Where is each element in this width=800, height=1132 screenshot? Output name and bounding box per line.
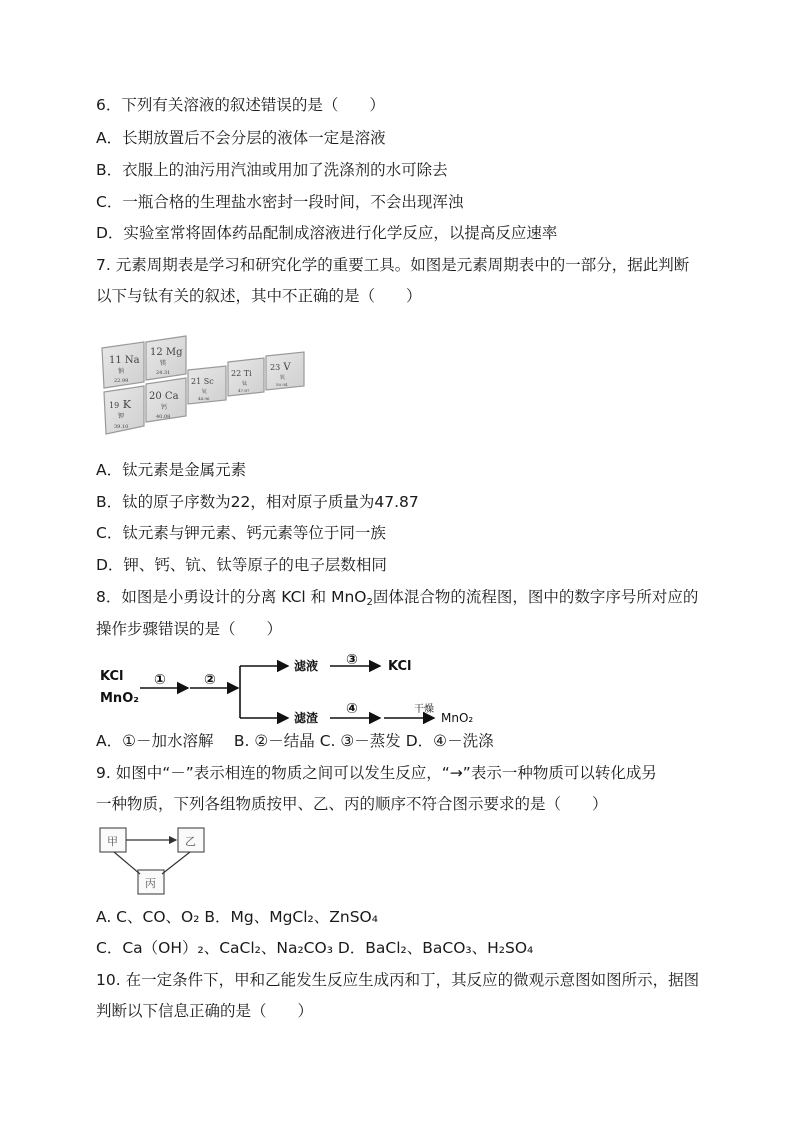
flow-output-kcl: KCl [388, 659, 412, 674]
node-bing: 丙 [145, 877, 156, 890]
q9-stem-line1: 9. 如图中“－”表示相连的物质之间可以发生反应，“→”表示一种物质可以转化成另 [96, 764, 657, 782]
flow-filtrate-label: 滤液 [294, 659, 319, 673]
reaction-triangle-diagram [96, 820, 206, 900]
q10-stem-line1: 10. 在一定条件下，甲和乙能发生反应生成丙和丁，其反应的微观示意图如图所示，据图 [96, 971, 700, 989]
svg-text:44.96: 44.96 [198, 396, 210, 401]
q8-options: A．①－加水溶解 B. ②－结晶 C. ③－蒸发 D．④－洗涤 [96, 732, 494, 750]
flow-output-mno2: MnO₂ [441, 711, 474, 724]
svg-text:40.08: 40.08 [156, 414, 171, 420]
flow-dry-label: 干燥 [414, 704, 434, 715]
q7-stem-line2: 以下与钛有关的叙述，其中不正确的是（ ） [96, 287, 422, 305]
svg-text:20 Ca: 20 Ca [149, 391, 179, 402]
svg-text:12 Mg: 12 Mg [150, 347, 183, 358]
q10-stem-line2: 判断以下信息正确的是（ ） [96, 1002, 314, 1020]
node-jia: 甲 [107, 835, 118, 848]
svg-text:39.10: 39.10 [114, 424, 129, 430]
svg-text:11 Na: 11 Na [109, 355, 140, 366]
svg-text:21 Sc: 21 Sc [191, 377, 214, 386]
svg-text:22.99: 22.99 [114, 378, 129, 384]
q7-option-a: A．钛元素是金属元素 [96, 461, 247, 479]
q7-option-b: B．钛的原子序数为22，相对原子质量为47.87 [96, 493, 419, 511]
q8-stem-line2: 操作步骤错误的是（ ） [96, 620, 283, 638]
periodic-table-figure [98, 330, 330, 440]
svg-text:19 K: 19 K [109, 398, 131, 411]
flow-step-2: ② [204, 672, 216, 688]
svg-text:钙: 钙 [161, 404, 168, 411]
node-yi: 乙 [185, 835, 196, 848]
svg-text:钒: 钒 [280, 375, 286, 381]
svg-text:钛: 钛 [242, 381, 248, 387]
q6-option-c: C．一瓶合格的生理盐水密封一段时间，不会出现浑浊 [96, 193, 464, 211]
flow-residue-label: 滤渣 [294, 711, 319, 724]
svg-text:24.31: 24.31 [156, 370, 171, 376]
flow-kcl-label: KCl [100, 669, 124, 684]
q9-stem-line2: 一种物质，下列各组物质按甲、乙、丙的顺序不符合图示要求的是（ ） [96, 795, 608, 813]
q8-stem-line1: 8．如图是小勇设计的分离 KCl 和 MnO$_2$固体混合物的流程图，图中的数字序号所对应的 [96, 588, 699, 608]
q6-stem: 6．下列有关溶液的叙述错误的是（ ） [96, 96, 385, 114]
svg-text:钠: 钠 [118, 368, 125, 375]
svg-text:23 V: 23 V [270, 362, 291, 373]
flow-step-1: ① [154, 672, 166, 688]
q6-option-b: B．衣服上的油污用汽油或用加了洗涤剂的水可除去 [96, 161, 448, 179]
svg-text:镁: 镁 [160, 360, 167, 367]
svg-text:钾: 钾 [118, 413, 125, 420]
svg-text:50.94: 50.94 [276, 382, 288, 387]
q9-options-ab: A. C、CO、O₂ B．Mg、MgCl₂、ZnSO₄ [96, 908, 378, 926]
flow-step-3: ③ [346, 652, 358, 668]
flow-mno2-label: MnO₂ [100, 691, 139, 706]
q7-stem-line1: 7. 元素周期表是学习和研究化学的重要工具。如图是元素周期表中的一部分，据此判断 [96, 256, 690, 274]
q7-option-d: D．钾、钙、钪、钛等原子的电子层数相同 [96, 556, 387, 574]
svg-text:47.87: 47.87 [238, 388, 250, 393]
svg-text:钪: 钪 [202, 389, 208, 395]
q6-option-a: A．长期放置后不会分层的液体一定是溶液 [96, 129, 386, 147]
flow-step-4: ④ [346, 701, 358, 717]
q7-option-c: C．钛元素与钾元素、钙元素等位于同一族 [96, 524, 386, 542]
separation-flowchart [96, 640, 496, 724]
q9-options-cd: C．Ca（OH）₂、CaCl₂、Na₂CO₃ D．BaCl₂、BaCO₃、H₂SO₄ [96, 939, 534, 957]
svg-text:22 Ti: 22 Ti [231, 369, 252, 378]
q6-option-d: D．实验室常将固体药品配制成溶液进行化学反应，以提高反应速率 [96, 224, 558, 242]
